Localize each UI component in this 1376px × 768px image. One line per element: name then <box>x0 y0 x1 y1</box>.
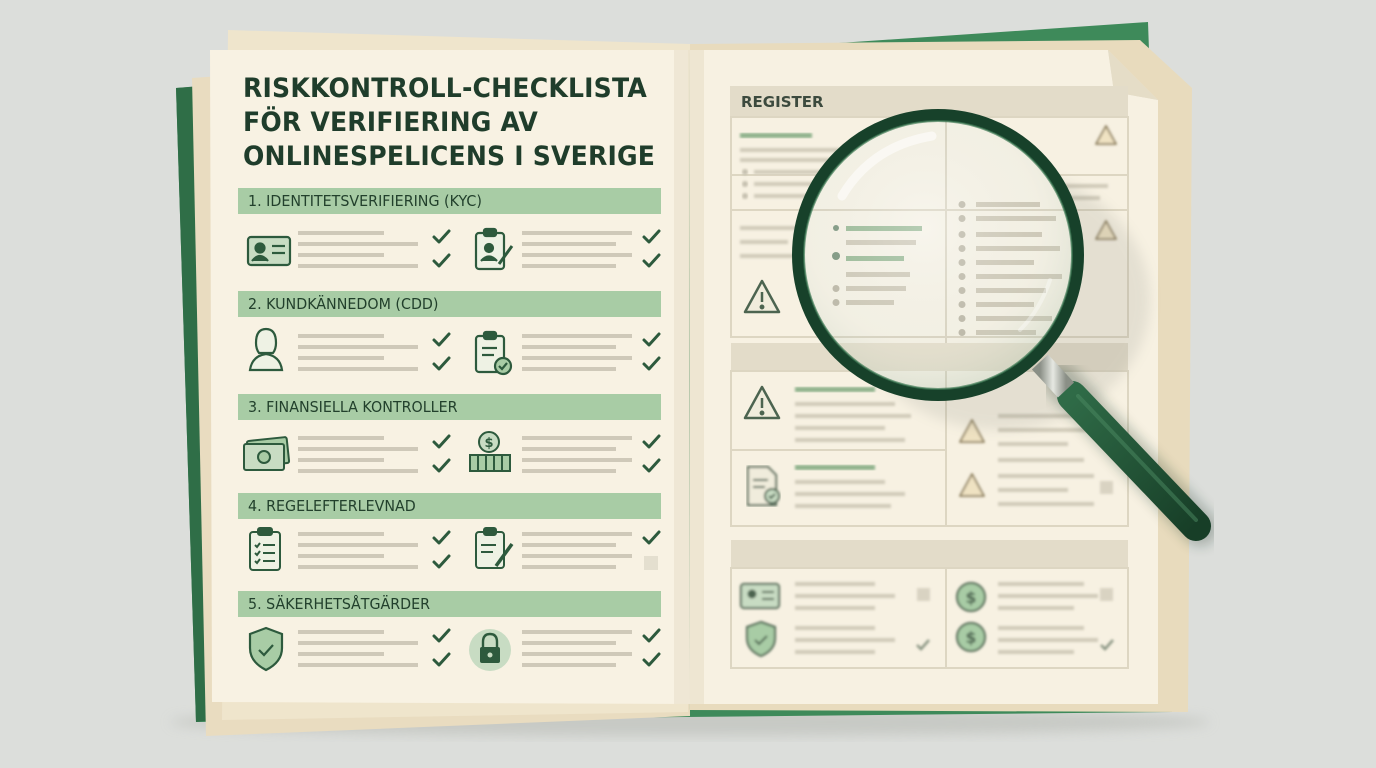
text-placeholder-line <box>298 469 418 473</box>
text-placeholder-line <box>795 606 875 610</box>
text-placeholder-line <box>522 334 632 338</box>
title-line-1: RISKKONTROLL-CHECKLISTA <box>243 73 647 104</box>
title-line-2: FÖR VERIFIERING AV <box>243 107 539 138</box>
text-placeholder-line <box>795 582 875 586</box>
text-placeholder-line <box>522 356 632 360</box>
text-placeholder-line <box>298 652 384 656</box>
dollar-coin-icon <box>957 583 985 611</box>
text-placeholder-line <box>522 565 616 569</box>
text-placeholder-line <box>998 502 1094 506</box>
text-placeholder-line <box>522 447 616 451</box>
text-placeholder-line <box>522 630 632 634</box>
text-placeholder-line <box>298 554 384 558</box>
text-placeholder-line <box>998 442 1068 446</box>
text-placeholder-line <box>740 254 796 258</box>
text-placeholder-line <box>298 565 418 569</box>
text-placeholder-line <box>522 554 632 558</box>
text-placeholder-line <box>298 264 418 268</box>
text-placeholder-line <box>298 641 418 645</box>
bullet-dot <box>742 181 748 187</box>
text-placeholder-line <box>522 436 632 440</box>
bullet-dot <box>742 169 748 175</box>
text-placeholder-line <box>298 447 418 451</box>
empty-checkbox <box>644 556 658 570</box>
text-placeholder-line <box>298 345 418 349</box>
text-placeholder-line <box>522 469 616 473</box>
text-placeholder-line <box>795 638 895 642</box>
text-placeholder-line <box>795 626 875 630</box>
text-placeholder-line <box>795 594 895 598</box>
text-placeholder-line <box>998 458 1084 462</box>
text-placeholder-line <box>298 630 384 634</box>
text-placeholder-line <box>795 426 885 430</box>
text-placeholder-line <box>740 226 800 230</box>
text-placeholder-line <box>298 253 384 257</box>
text-placeholder-line <box>522 458 632 462</box>
text-placeholder-line <box>795 650 875 654</box>
text-placeholder-line <box>298 532 384 536</box>
text-placeholder-line <box>298 367 418 371</box>
text-placeholder-line <box>522 264 616 268</box>
text-placeholder-line <box>522 253 632 257</box>
text-placeholder-line <box>522 652 632 656</box>
text-placeholder-line <box>795 480 885 484</box>
text-placeholder-line <box>522 345 616 349</box>
text-placeholder-line <box>298 663 418 667</box>
banknote-icon <box>244 437 289 470</box>
id-card-icon <box>248 237 290 265</box>
text-placeholder-line <box>298 231 384 235</box>
text-placeholder-line <box>522 543 616 547</box>
dollar-coin-icon <box>957 623 985 651</box>
text-placeholder-line <box>740 240 788 244</box>
section-label-security: 5. SÄKERHETSÅTGÄRDER <box>248 595 431 613</box>
text-placeholder-line <box>998 594 1098 598</box>
text-placeholder-line <box>795 414 911 418</box>
section-label-cdd: 2. KUNDKÄNNEDOM (CDD) <box>248 295 439 313</box>
text-placeholder-line <box>998 488 1068 492</box>
text-placeholder-line <box>998 474 1094 478</box>
text-placeholder-line <box>298 543 418 547</box>
svg-text:$: $ <box>484 436 494 451</box>
text-placeholder-line <box>522 242 616 246</box>
text-placeholder-line <box>522 367 616 371</box>
text-placeholder-line <box>795 504 891 508</box>
text-placeholder-line <box>298 356 384 360</box>
id-card-icon <box>741 584 779 608</box>
text-placeholder-line <box>795 438 905 442</box>
text-placeholder-line <box>522 231 632 235</box>
text-placeholder-line <box>298 458 384 462</box>
bullet-dot <box>742 193 748 199</box>
checklist-icon <box>250 528 280 570</box>
section-label-identity: 1. IDENTITETSVERIFIERING (KYC) <box>248 192 482 210</box>
text-placeholder-line <box>522 663 616 667</box>
text-placeholder-line <box>795 492 905 496</box>
section-label-financial: 3. FINANSIELLA KONTROLLER <box>248 398 458 416</box>
svg-text:$: $ <box>965 588 977 607</box>
text-placeholder-line <box>522 641 616 645</box>
page-title <box>243 72 656 174</box>
padlock-icon <box>469 629 511 671</box>
register-label: REGISTER <box>741 93 824 111</box>
text-placeholder-line <box>998 626 1084 630</box>
text-placeholder-line <box>998 650 1074 654</box>
text-placeholder-line <box>998 606 1074 610</box>
text-placeholder-line <box>522 532 632 536</box>
certificate-icon <box>748 467 779 505</box>
text-placeholder-line <box>998 638 1098 642</box>
text-placeholder-line <box>795 402 895 406</box>
text-placeholder-line <box>298 436 384 440</box>
text-placeholder-line <box>998 582 1084 586</box>
section-label-compliance: 4. REGELEFTERLEVNAD <box>248 497 416 515</box>
text-placeholder-line <box>298 242 418 246</box>
text-placeholder-line <box>298 334 384 338</box>
title-line-3: ONLINESPELICENS I SVERIGE <box>243 141 656 172</box>
svg-text:$: $ <box>965 628 977 647</box>
